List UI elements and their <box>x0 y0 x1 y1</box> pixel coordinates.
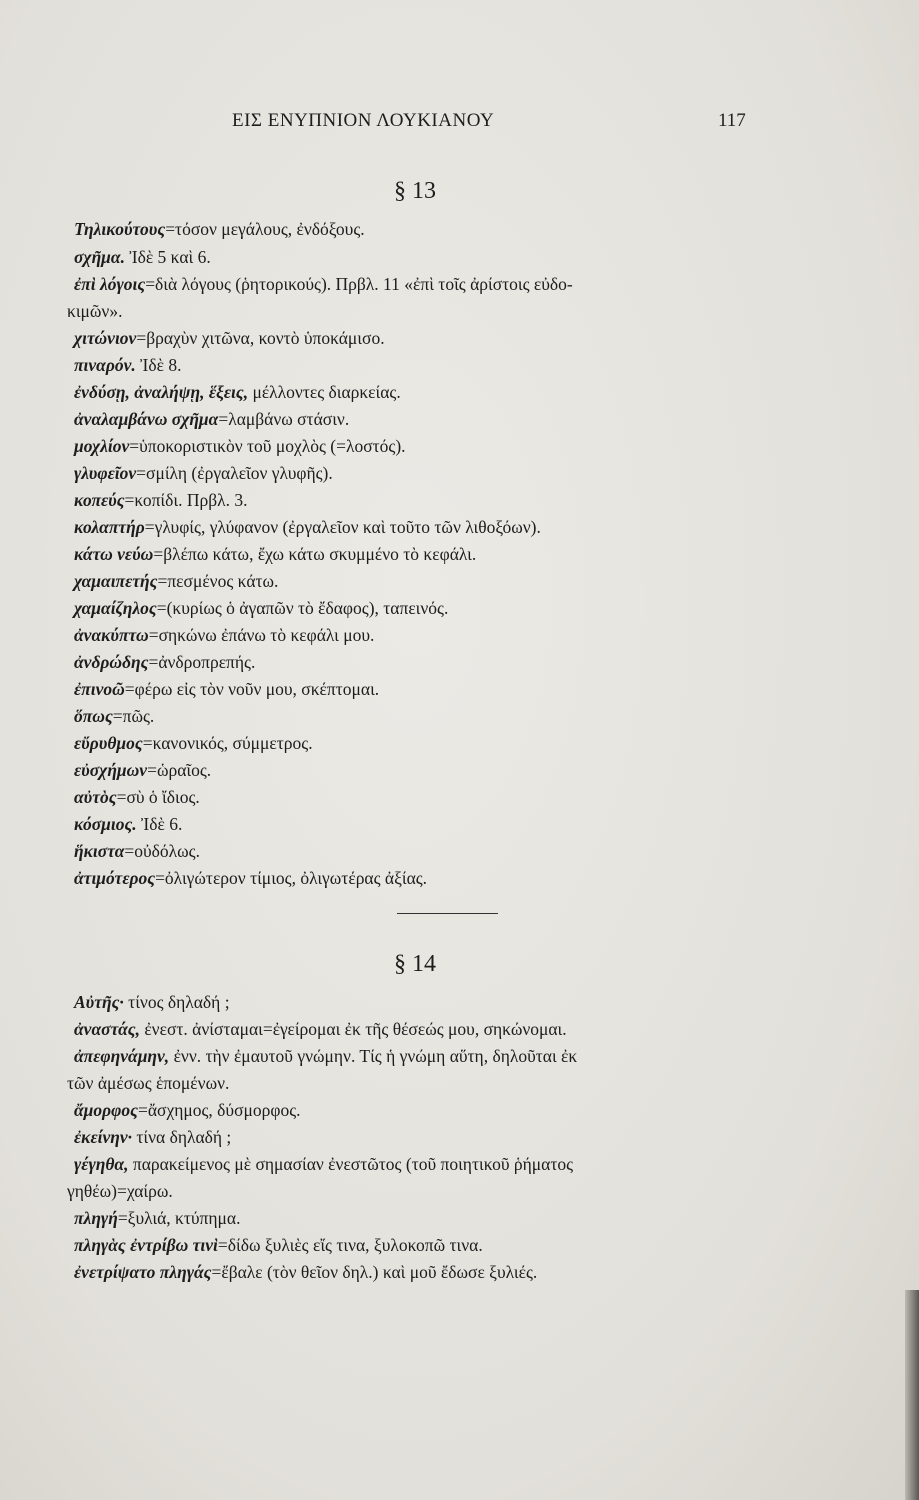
entry-lemma: χιτώνιον <box>74 328 137 348</box>
entry-gloss: =ὑποκοριστικὸν τοῦ μοχλὸς (=λοστός). <box>129 436 406 456</box>
entry-gloss: =λαμβάνω στάσιν. <box>218 409 350 429</box>
glossary-entry <box>67 271 764 325</box>
entry-lemma: ἀπεφηνάμην, <box>74 1046 170 1066</box>
glossary-entry <box>74 433 764 460</box>
glossary-entry <box>74 730 764 757</box>
entry-lemma: ἐπινοῶ <box>74 679 125 699</box>
glossary-entry <box>67 1043 764 1097</box>
entry-gloss: =ξυλιά, κτύπημα. <box>117 1208 241 1228</box>
page-edge-shadow <box>905 1290 919 1500</box>
entry-lemma: ἄμορφος <box>74 1100 138 1120</box>
entry-lemma: γλυφεῖον <box>74 463 137 483</box>
entry-gloss: =ἀνδροπρεπής. <box>148 652 256 672</box>
glossary-entry <box>74 1097 764 1124</box>
entry-gloss: =ἄσχημος, δύσμορφος. <box>137 1100 301 1120</box>
entry-lemma: σχῆμα. <box>74 247 125 267</box>
entry-gloss: Ἰδὲ 8. <box>135 355 182 375</box>
entry-gloss: ἐνεστ. ἀνίσταμαι=ἐγείρομαι ἐκ τῆς θέσεώς μου, σηκώνομαι. <box>139 1019 567 1039</box>
entry-gloss: =σὺ ὁ ἴδιος. <box>116 787 200 807</box>
entry-lemma: Τηλικούτους <box>74 219 166 239</box>
entry-lemma: ἀτιμότερος <box>74 868 156 888</box>
entry-lemma: ἀναλαμβάνω σχῆμα <box>74 409 219 429</box>
entry-gloss: =οὐδόλως. <box>124 841 200 861</box>
entry-lemma: κόσμιος. <box>74 814 137 834</box>
glossary-entry <box>74 784 764 811</box>
entry-gloss: τίνα δηλαδή ; <box>132 1127 232 1147</box>
entry-lemma: πληγή <box>74 1208 118 1228</box>
glossary-entry <box>74 865 764 892</box>
entry-lemma: ἐπὶ λόγοις <box>74 274 146 294</box>
glossary-entry <box>74 460 764 487</box>
entry-gloss: =ὡραῖος. <box>147 760 212 780</box>
entry-gloss: ἐνν. τὴν ἐμαυτοῦ γνώμην. Τίς ἡ γνώμη αὕτη, δηλοῦται ἐκ <box>169 1046 578 1066</box>
entry-gloss: =δίδω ξυλιὲς εἴς τινα, ξυλοκοπῶ τινα. <box>217 1235 483 1255</box>
entry-lemma: μοχλίον <box>74 436 130 456</box>
section-heading-13: § 13 <box>394 178 436 204</box>
entry-gloss: =κανονικός, σύμμετρος. <box>142 733 313 753</box>
entry-gloss: =(κυρίως ὁ ἀγαπῶν τὸ ἔδαφος), ταπεινός. <box>156 598 449 618</box>
glossary-entry <box>74 1232 764 1259</box>
glossary-entry <box>74 1205 764 1232</box>
entry-gloss: =βραχὺν χιτῶνα, κοντὸ ὑποκάμισο. <box>136 328 385 348</box>
entry-continuation: γηθέω)=χαίρω. <box>67 1181 173 1201</box>
entry-lemma: ἐνδύσῃ, ἀναλήψῃ, ἕξεις, <box>74 382 249 402</box>
glossary-entry <box>74 541 764 568</box>
section-heading-14: § 14 <box>394 951 436 977</box>
entry-gloss: Ἰδὲ 6. <box>136 814 183 834</box>
entry-lemma: ἀναστάς, <box>74 1019 140 1039</box>
glossary-entry <box>74 379 764 406</box>
entry-lemma: πιναρόν. <box>74 355 136 375</box>
glossary-entry <box>74 811 764 838</box>
running-title: ΕΙΣ ΕΝΥΠΝΙΟΝ ΛΟΥΚΙΑΝΟΥ <box>232 110 495 131</box>
entry-lemma: ἀνακύπτω <box>74 625 149 645</box>
glossary-entry <box>74 1124 764 1151</box>
entry-gloss: =πῶς. <box>112 706 155 726</box>
entry-continuation: κιμῶν». <box>67 301 123 321</box>
glossary-entry <box>74 352 764 379</box>
entry-lemma: αὐτὸς <box>74 787 117 807</box>
entry-gloss: Ἰδὲ 5 καὶ 6. <box>124 247 211 267</box>
glossary-entry <box>74 757 764 784</box>
entry-lemma: χαμαιπετής <box>74 571 158 591</box>
glossary-entry <box>74 703 764 730</box>
entry-lemma: ἐνετρίψατο πληγάς <box>74 1262 212 1282</box>
glossary-entry <box>74 676 764 703</box>
glossary-entry <box>74 244 764 271</box>
glossary-entry <box>74 595 764 622</box>
entry-gloss: =διὰ λόγους (ῥητορικούς). Πρβλ. 11 «ἐπὶ τοῖς ἀρίστοις εὐδο- <box>145 274 573 294</box>
glossary-entry <box>74 1259 764 1286</box>
glossary-entry <box>67 1151 764 1205</box>
entry-lemma: ἐκείνην· <box>74 1127 133 1147</box>
entry-lemma: κοπεύς <box>74 490 125 510</box>
entry-lemma: εὐσχήμων <box>74 760 148 780</box>
entry-gloss: =φέρω εἰς τὸν νοῦν μου, σκέπτομαι. <box>124 679 380 699</box>
entry-gloss: =ἔβαλε (τὸν θεῖον δηλ.) καὶ μοῦ ἔδωσε ξυλιές. <box>211 1262 538 1282</box>
entry-gloss: =σμίλη (ἐργαλεῖον γλυφῆς). <box>136 463 333 483</box>
glossary-entry <box>74 989 764 1016</box>
section-separator <box>397 913 498 914</box>
entry-lemma: ὅπως <box>74 706 113 726</box>
glossary-entry <box>74 622 764 649</box>
entry-continuation: τῶν ἀμέσως ἑπομένων. <box>67 1073 230 1093</box>
entry-lemma: κάτω νεύω <box>74 544 154 564</box>
entry-gloss: =σηκώνω ἐπάνω τὸ κεφάλι μου. <box>148 625 375 645</box>
page-header <box>0 110 919 136</box>
entry-gloss: μέλλοντες διαρκείας. <box>248 382 401 402</box>
entry-lemma: γέγηθα, <box>74 1154 129 1174</box>
entry-lemma: πληγὰς ἐντρίβω τινὶ <box>74 1235 218 1255</box>
entry-gloss: =βλέπω κάτω, ἔχω κάτω σκυμμένο τὸ κεφάλι. <box>153 544 477 564</box>
entry-lemma: κολαπτήρ <box>74 517 145 537</box>
glossary-entry <box>74 406 764 433</box>
glossary-entry <box>74 325 764 352</box>
entry-gloss: =γλυφίς, γλύφανον (ἐργαλεῖον καὶ τοῦτο τῶν λιθοξόων). <box>144 517 541 537</box>
glossary-entry <box>74 568 764 595</box>
entry-gloss: =κοπίδι. Πρβλ. 3. <box>124 490 248 510</box>
entry-lemma: ἥκιστα <box>74 841 125 861</box>
glossary-entry <box>74 649 764 676</box>
glossary-entry <box>74 514 764 541</box>
entry-lemma: ἀνδρώδης <box>74 652 149 672</box>
entry-gloss: =ὀλιγώτερον τίμιος, ὀλιγωτέρας ἀξίας. <box>155 868 428 888</box>
entry-lemma: εὔρυθμος <box>74 733 143 753</box>
glossary-entry <box>74 216 764 243</box>
glossary-entry <box>74 838 764 865</box>
entry-lemma: χαμαίζηλος <box>74 598 157 618</box>
entry-gloss: =πεσμένος κάτω. <box>157 571 279 591</box>
entry-gloss: τίνος δηλαδή ; <box>123 992 230 1012</box>
entry-gloss: παρακείμενος μὲ σημασίαν ἐνεστῶτος (τοῦ ποιητικοῦ ῥήματος <box>128 1154 574 1174</box>
glossary-entry <box>74 1016 764 1043</box>
entry-lemma: Αὐτῆς· <box>74 992 124 1012</box>
page-number: 117 <box>718 110 746 131</box>
entry-gloss: =τόσον μεγάλους, ἐνδόξους. <box>165 219 365 239</box>
glossary-entry <box>74 487 764 514</box>
